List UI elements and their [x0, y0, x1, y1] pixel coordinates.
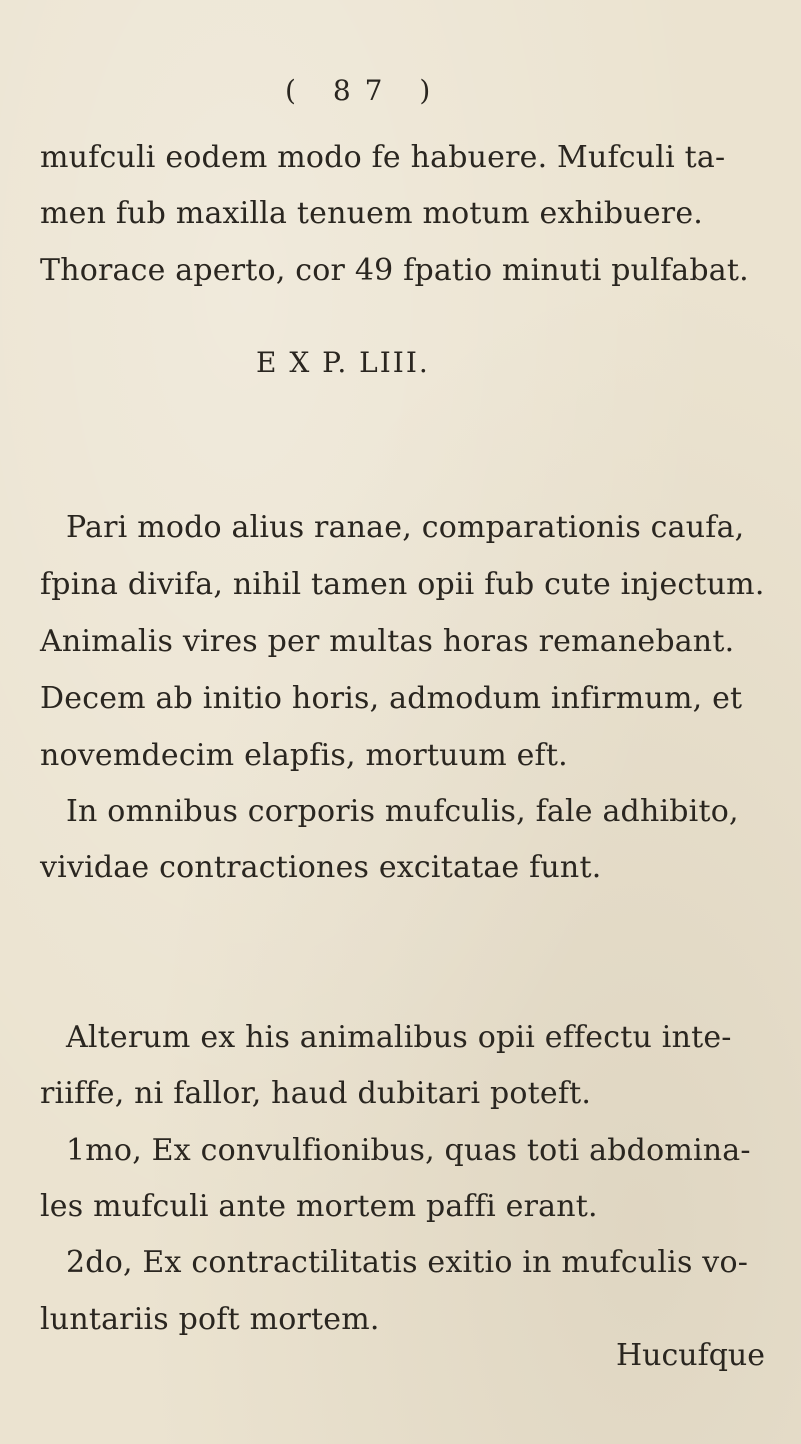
- text-line: Alterum ex his animalibus opii effectu inte-: [66, 1020, 732, 1055]
- text-line: Animalis vires per multas horas remanebant.: [40, 624, 735, 659]
- text-line: men fub maxilla tenuem motum exhibuere.: [40, 196, 704, 231]
- page-number-header: ( 87 ): [285, 74, 445, 107]
- text-line: 2do, Ex contractilitatis exitio in mufculis vo-: [66, 1245, 749, 1280]
- text-line: vividae contractiones excitatae funt.: [40, 850, 602, 885]
- text-line: luntariis poft mortem.: [40, 1302, 380, 1337]
- text-line: Pari modo alius ranae, comparationis caufa,: [66, 510, 745, 545]
- text-line: novemdecim elapfis, mortuum eft.: [40, 738, 568, 773]
- catchword: Hucufque: [616, 1338, 765, 1373]
- section-title: E X P. LIII.: [256, 346, 430, 379]
- text-line: 1mo, Ex convulfionibus, quas toti abdomina-: [66, 1133, 751, 1168]
- text-line: Thorace aperto, cor 49 fpatio minuti pulfabat.: [40, 253, 749, 288]
- text-line: riiffe, ni fallor, haud dubitari poteft.: [40, 1076, 592, 1111]
- text-line: In omnibus corporis mufculis, fale adhibito,: [66, 794, 739, 829]
- text-line: les mufculi ante mortem paffi erant.: [40, 1189, 598, 1224]
- text-line: Decem ab initio horis, admodum infirmum, et: [40, 681, 743, 716]
- text-line: fpina divifa, nihil tamen opii fub cute injectum.: [40, 567, 765, 602]
- text-line: mufculi eodem modo fe habuere. Mufculi ta-: [40, 140, 726, 175]
